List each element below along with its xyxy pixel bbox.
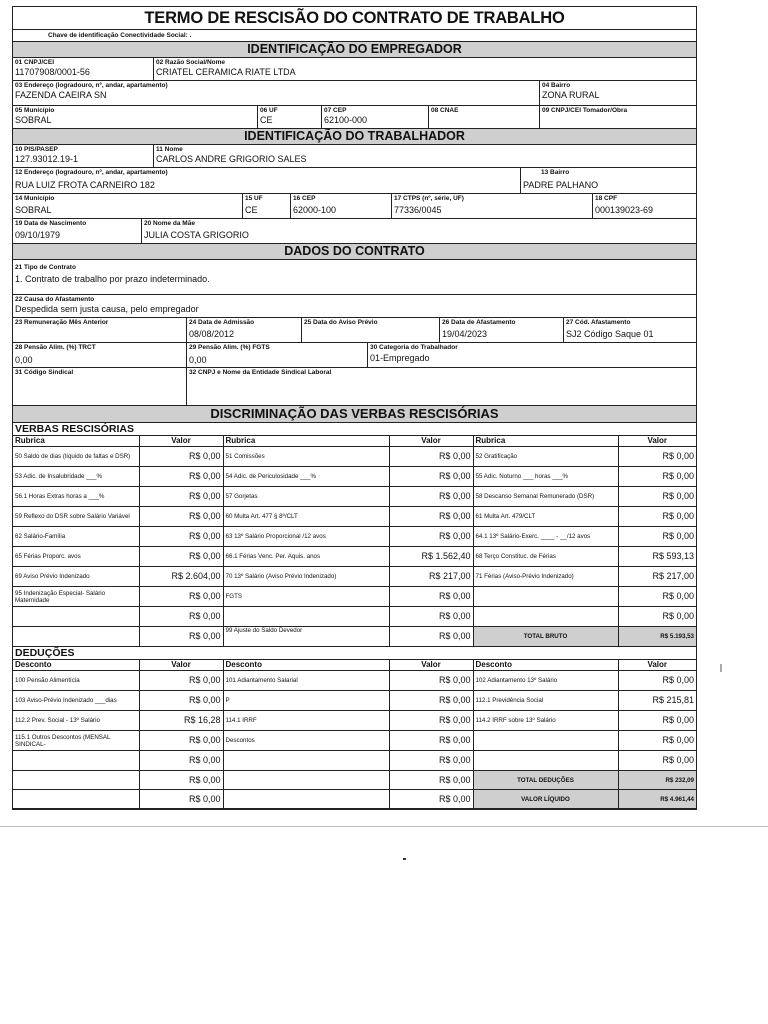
deducao-rubrica: Descontos bbox=[223, 731, 389, 751]
verba-valor: R$ 0,00 bbox=[139, 527, 223, 547]
verba-rubrica: 95 Indenização Especial- Salário Maternidade bbox=[13, 587, 139, 607]
verba-rubrica: 71 Férias (Aviso-Prévio Indenizado) bbox=[473, 567, 618, 587]
field-contract-type: 21 Tipo de Contrato 1. Contrato de trabalho por prazo indeterminado. bbox=[15, 264, 210, 284]
deducao-rubrica: 102 Adiantamento 13º Salário bbox=[473, 671, 618, 691]
deducao-rubrica: P bbox=[223, 691, 389, 711]
field-pension-trct: 28 Pensão Alim. (%) TRCT 0,00 bbox=[13, 343, 187, 367]
deducao-valor: R$ 0,00 bbox=[618, 711, 696, 731]
total-deducoes-label: TOTAL DEDUÇÕES bbox=[473, 771, 618, 790]
verbas-total-row: R$ 0,00 99 Ajuste do Saldo Devedor R$ 0,00 TOTAL BRUTO R$ 5.193,53 bbox=[13, 627, 696, 647]
field-admission-date: 24 Data de Admissão 08/08/2012 bbox=[187, 318, 302, 342]
deducao-valor: R$ 0,00 bbox=[618, 731, 696, 751]
contract-row-4 bbox=[13, 343, 696, 368]
field-worker-municipio: 14 Município SOBRAL bbox=[13, 194, 243, 218]
verba-valor: R$ 0,00 bbox=[618, 527, 696, 547]
verba-rubrica: 51 Comissões bbox=[223, 447, 389, 467]
verbas-header-row: Rubrica Valor Rubrica Valor Rubrica Valor bbox=[13, 436, 696, 447]
verba-rubrica: 58 Descanso Semanal Remunerado (DSR) bbox=[473, 487, 618, 507]
document-title: TERMO DE RESCISÃO DO CONTRATO DE TRABALHO bbox=[13, 7, 696, 30]
deducao-rubrica: 100 Pensão Alimentícia bbox=[13, 671, 139, 691]
total-deducoes-value: R$ 232,09 bbox=[618, 771, 696, 790]
valor-liquido-row: R$ 0,00 R$ 0,00 VALOR LÍQUIDO R$ 4.961,44 bbox=[13, 790, 696, 809]
verba-valor: R$ 1.562,40 bbox=[389, 547, 473, 567]
deducao-rubrica: 115.1 Outros Descontos (MENSAL SINDICAL- bbox=[13, 731, 139, 751]
verba-rubrica: 62 Salário-Família bbox=[13, 527, 139, 547]
deducao-rubrica: 114.1 IRRF bbox=[223, 711, 389, 731]
verba-rubrica: 53 Adic. de Insalubridade ___% bbox=[13, 467, 139, 487]
verba-valor: R$ 0,00 bbox=[389, 607, 473, 627]
deducao-rubrica: 101 Adiantamento Salarial bbox=[223, 671, 389, 691]
verba-rubrica: 54 Adic. de Periculosidade ___% bbox=[223, 467, 389, 487]
verba-rubrica: 55 Adic. Noturno ___ horas ___% bbox=[473, 467, 618, 487]
verba-rubrica bbox=[473, 587, 618, 607]
field-employer-cep: 07 CEP 62100-000 bbox=[322, 106, 429, 128]
field-pis: 10 PIS/PASEP 127.93012.19-1 bbox=[13, 145, 154, 167]
worker-section-title: IDENTIFICAÇÃO DO TRABALHADOR bbox=[13, 129, 696, 145]
verba-rubrica: 70 13º Salário (Aviso Prévio Indenizado) bbox=[223, 567, 389, 587]
verba-row bbox=[13, 607, 696, 627]
verba-rubrica: 63 13º Salário Proporcional /12 avos bbox=[223, 527, 389, 547]
deducao-rubrica bbox=[473, 731, 618, 751]
field-prev-remuneration: 23 Remuneração Mês Anterior bbox=[13, 318, 187, 342]
verba-valor: R$ 0,00 bbox=[389, 507, 473, 527]
verba-valor: R$ 0,00 bbox=[139, 507, 223, 527]
verba-rubrica: 59 Reflexo do DSR sobre Salário Variável bbox=[13, 507, 139, 527]
deducoes-table bbox=[13, 660, 696, 809]
verba-rubrica: 65 Férias Proporc. avos bbox=[13, 547, 139, 567]
verba-valor: R$ 0,00 bbox=[389, 487, 473, 507]
field-employer-address: 03 Endereço (logradouro, nº, andar, apartamento) FAZENDA CAEIRA SN bbox=[13, 81, 540, 105]
contract-row-3 bbox=[13, 318, 696, 343]
verba-rubrica: 56.1 Horas Extras horas a ___% bbox=[13, 487, 139, 507]
contract-row-1 bbox=[13, 260, 696, 295]
verba-rubrica: 69 Aviso Prévio Indenizado bbox=[13, 567, 139, 587]
verba-valor: R$ 0,00 bbox=[389, 467, 473, 487]
field-employer-uf: 06 UF CE bbox=[258, 106, 322, 128]
verbas-table bbox=[13, 436, 696, 647]
contract-row-5 bbox=[13, 368, 696, 406]
deducao-valor: R$ 0,00 bbox=[389, 751, 473, 771]
deducoes-header-row: Desconto Valor Desconto Valor Desconto Valor bbox=[13, 660, 696, 671]
total-bruto-value: R$ 5.193,53 bbox=[618, 627, 696, 647]
verba-row bbox=[13, 587, 696, 607]
verbas-section-title: DISCRIMINAÇÃO DAS VERBAS RESCISÓRIAS bbox=[13, 406, 696, 423]
deducoes-subtitle: DEDUÇÕES bbox=[13, 647, 696, 660]
verba-valor: R$ 0,00 bbox=[139, 447, 223, 467]
deducao-rubrica: 112.2 Prev. Social - 13º Salário bbox=[13, 711, 139, 731]
field-union-code: 31 Código Sindical bbox=[13, 368, 187, 405]
connectivity-key: Chave de identificação Conectividade Social: . bbox=[13, 30, 696, 42]
verba-row bbox=[13, 487, 696, 507]
verba-row bbox=[13, 447, 696, 467]
verba-rubrica: 64.1 13º Salário-Exerc. ____ - __/12 avos bbox=[473, 527, 618, 547]
deducao-rubrica: 103 Aviso-Prévio Indenizado ___dias bbox=[13, 691, 139, 711]
verba-valor: R$ 2.604,00 bbox=[139, 567, 223, 587]
worker-row-3 bbox=[13, 194, 696, 219]
field-worker-name: 11 Nome CARLOS ANDRE GRIGORIO SALES bbox=[156, 146, 307, 164]
field-leave-date: 26 Data de Afastamento 19/04/2023 bbox=[440, 318, 564, 342]
valor-liquido-value: R$ 4.961,44 bbox=[618, 790, 696, 809]
employer-row-2 bbox=[13, 81, 696, 106]
employer-row-1 bbox=[13, 58, 696, 81]
verba-valor: R$ 0,00 bbox=[618, 447, 696, 467]
deducao-rubrica bbox=[223, 751, 389, 771]
field-cpf: 18 CPF 000139023-69 bbox=[595, 195, 654, 215]
valor-liquido-label: VALOR LÍQUIDO bbox=[473, 790, 618, 809]
deducoes-total-row: R$ 0,00 R$ 0,00 TOTAL DEDUÇÕES R$ 232,09 bbox=[13, 771, 696, 790]
deducao-valor: R$ 0,00 bbox=[139, 731, 223, 751]
verba-valor: R$ 0,00 bbox=[139, 487, 223, 507]
verba-valor: R$ 593,13 bbox=[618, 547, 696, 567]
total-bruto-label: TOTAL BRUTO bbox=[473, 627, 618, 647]
verba-rubrica: 66.1 Férias Venc. Per. Aquis. anos bbox=[223, 547, 389, 567]
field-pension-fgts: 29 Pensão Alim. (%) FGTS 0,00 bbox=[187, 343, 368, 367]
deducao-row bbox=[13, 751, 696, 771]
verba-valor: R$ 0,00 bbox=[139, 547, 223, 567]
verba-valor: R$ 0,00 bbox=[618, 607, 696, 627]
field-worker-uf: 15 UF CE bbox=[243, 194, 291, 218]
deducao-valor: R$ 16,28 bbox=[139, 711, 223, 731]
verba-valor: R$ 0,00 bbox=[389, 527, 473, 547]
deducao-valor: R$ 0,00 bbox=[389, 731, 473, 751]
deducao-valor: R$ 215,81 bbox=[618, 691, 696, 711]
verba-valor: R$ 0,00 bbox=[139, 587, 223, 607]
verba-row bbox=[13, 467, 696, 487]
verba-rubrica bbox=[223, 607, 389, 627]
deducao-valor: R$ 0,00 bbox=[618, 751, 696, 771]
worker-row-2 bbox=[13, 168, 696, 194]
field-notice-date: 25 Data do Aviso Prévio bbox=[302, 318, 440, 342]
field-employer-bairro: 04 Bairro ZONA RURAL bbox=[542, 82, 600, 100]
worker-row-1 bbox=[13, 145, 696, 168]
verba-row bbox=[13, 507, 696, 527]
contract-section-title: DADOS DO CONTRATO bbox=[13, 244, 696, 260]
scan-speck bbox=[720, 664, 722, 672]
scan-edge-line bbox=[0, 826, 768, 827]
verba-rubrica: 52 Gratificação bbox=[473, 447, 618, 467]
contract-row-2 bbox=[13, 295, 696, 318]
deducao-valor: R$ 0,00 bbox=[389, 711, 473, 731]
verba-row bbox=[13, 527, 696, 547]
field-union-entity: 32 CNPJ e Nome da Entidade Sindical Laboral bbox=[189, 369, 332, 376]
deducao-row bbox=[13, 671, 696, 691]
deducao-row bbox=[13, 691, 696, 711]
field-cnae: 08 CNAE bbox=[429, 106, 540, 128]
deducao-rubrica bbox=[13, 751, 139, 771]
verba-rubrica: 68 Terço Constituc. de Férias bbox=[473, 547, 618, 567]
verba-rubrica: 60 Multa Art. 477 § 8º/CLT bbox=[223, 507, 389, 527]
field-razao-social: 02 Razão Social/Nome CRIATEL CERAMICA RIATE LTDA bbox=[156, 59, 296, 77]
verba-valor: R$ 0,00 bbox=[618, 467, 696, 487]
verba-valor: R$ 0,00 bbox=[139, 467, 223, 487]
verba-rubrica: 61 Multa Art. 479/CLT bbox=[473, 507, 618, 527]
verba-valor: R$ 0,00 bbox=[139, 607, 223, 627]
field-worker-cep: 16 CEP 62000-100 bbox=[291, 194, 392, 218]
deducao-valor: R$ 0,00 bbox=[139, 751, 223, 771]
deducao-valor: R$ 0,00 bbox=[139, 671, 223, 691]
worker-row-4 bbox=[13, 219, 696, 244]
verba-valor: R$ 0,00 bbox=[389, 587, 473, 607]
deducao-row bbox=[13, 711, 696, 731]
verba-valor: R$ 217,00 bbox=[389, 567, 473, 587]
verba-rubrica: 57 Gorjetas bbox=[223, 487, 389, 507]
verba-valor: R$ 217,00 bbox=[618, 567, 696, 587]
field-ctps: 17 CTPS (nº, série, UF) 77336/0045 bbox=[392, 194, 593, 218]
verba-valor: R$ 0,00 bbox=[618, 487, 696, 507]
trct-document bbox=[12, 6, 697, 810]
deducao-rubrica bbox=[473, 751, 618, 771]
verba-rubrica bbox=[473, 607, 618, 627]
verbas-subtitle: VERBAS RESCISÓRIAS bbox=[13, 423, 696, 436]
field-worker-address: 12 Endereço (logradouro, nº, andar, apartamento) RUA LUIZ FROTA CARNEIRO 182 bbox=[13, 168, 521, 193]
deducao-valor: R$ 0,00 bbox=[389, 691, 473, 711]
field-leave-cause: 22 Causa do Afastamento Despedida sem justa causa, pelo empregador bbox=[15, 296, 199, 314]
field-leave-code: 27 Cód. Afastamento SJ2 Código Saque 01 bbox=[566, 319, 654, 339]
verba-row bbox=[13, 567, 696, 587]
field-employer-municipio: 05 Município SOBRAL bbox=[13, 106, 258, 128]
deducao-rubrica: 114.2 IRRF sobre 13º Salário bbox=[473, 711, 618, 731]
scan-speck bbox=[403, 858, 406, 860]
deducao-valor: R$ 0,00 bbox=[139, 691, 223, 711]
verba-row bbox=[13, 547, 696, 567]
field-cnpj: 01 CNPJ/CEI 11707908/0001-56 bbox=[13, 58, 154, 80]
deducao-row bbox=[13, 731, 696, 751]
verba-valor: R$ 0,00 bbox=[618, 587, 696, 607]
verba-valor: R$ 0,00 bbox=[389, 447, 473, 467]
deducao-valor: R$ 0,00 bbox=[389, 671, 473, 691]
verba-rubrica bbox=[13, 607, 139, 627]
verba-rubrica: FGTS bbox=[223, 587, 389, 607]
field-worker-category: 30 Categoria do Trabalhador 01-Empregado bbox=[370, 344, 458, 363]
verba-rubrica: 50 Saldo de dias (líquido de faltas e DSR) bbox=[13, 447, 139, 467]
field-worker-bairro: 13 Bairro PADRE PALHANO bbox=[523, 169, 599, 190]
deducao-rubrica: 112.1 Previdência Social bbox=[473, 691, 618, 711]
employer-row-3 bbox=[13, 106, 696, 129]
deducao-valor: R$ 0,00 bbox=[618, 671, 696, 691]
field-birth-date: 19 Data de Nascimento 09/10/1979 bbox=[13, 219, 142, 243]
verba-valor: R$ 0,00 bbox=[618, 507, 696, 527]
field-cnpj-tomador: 09 CNPJ/CEI Tomador/Obra bbox=[542, 107, 628, 114]
field-mother-name: 20 Nome da Mãe JULIA COSTA GRIGORIO bbox=[144, 220, 249, 240]
employer-section-title: IDENTIFICAÇÃO DO EMPREGADOR bbox=[13, 42, 696, 58]
